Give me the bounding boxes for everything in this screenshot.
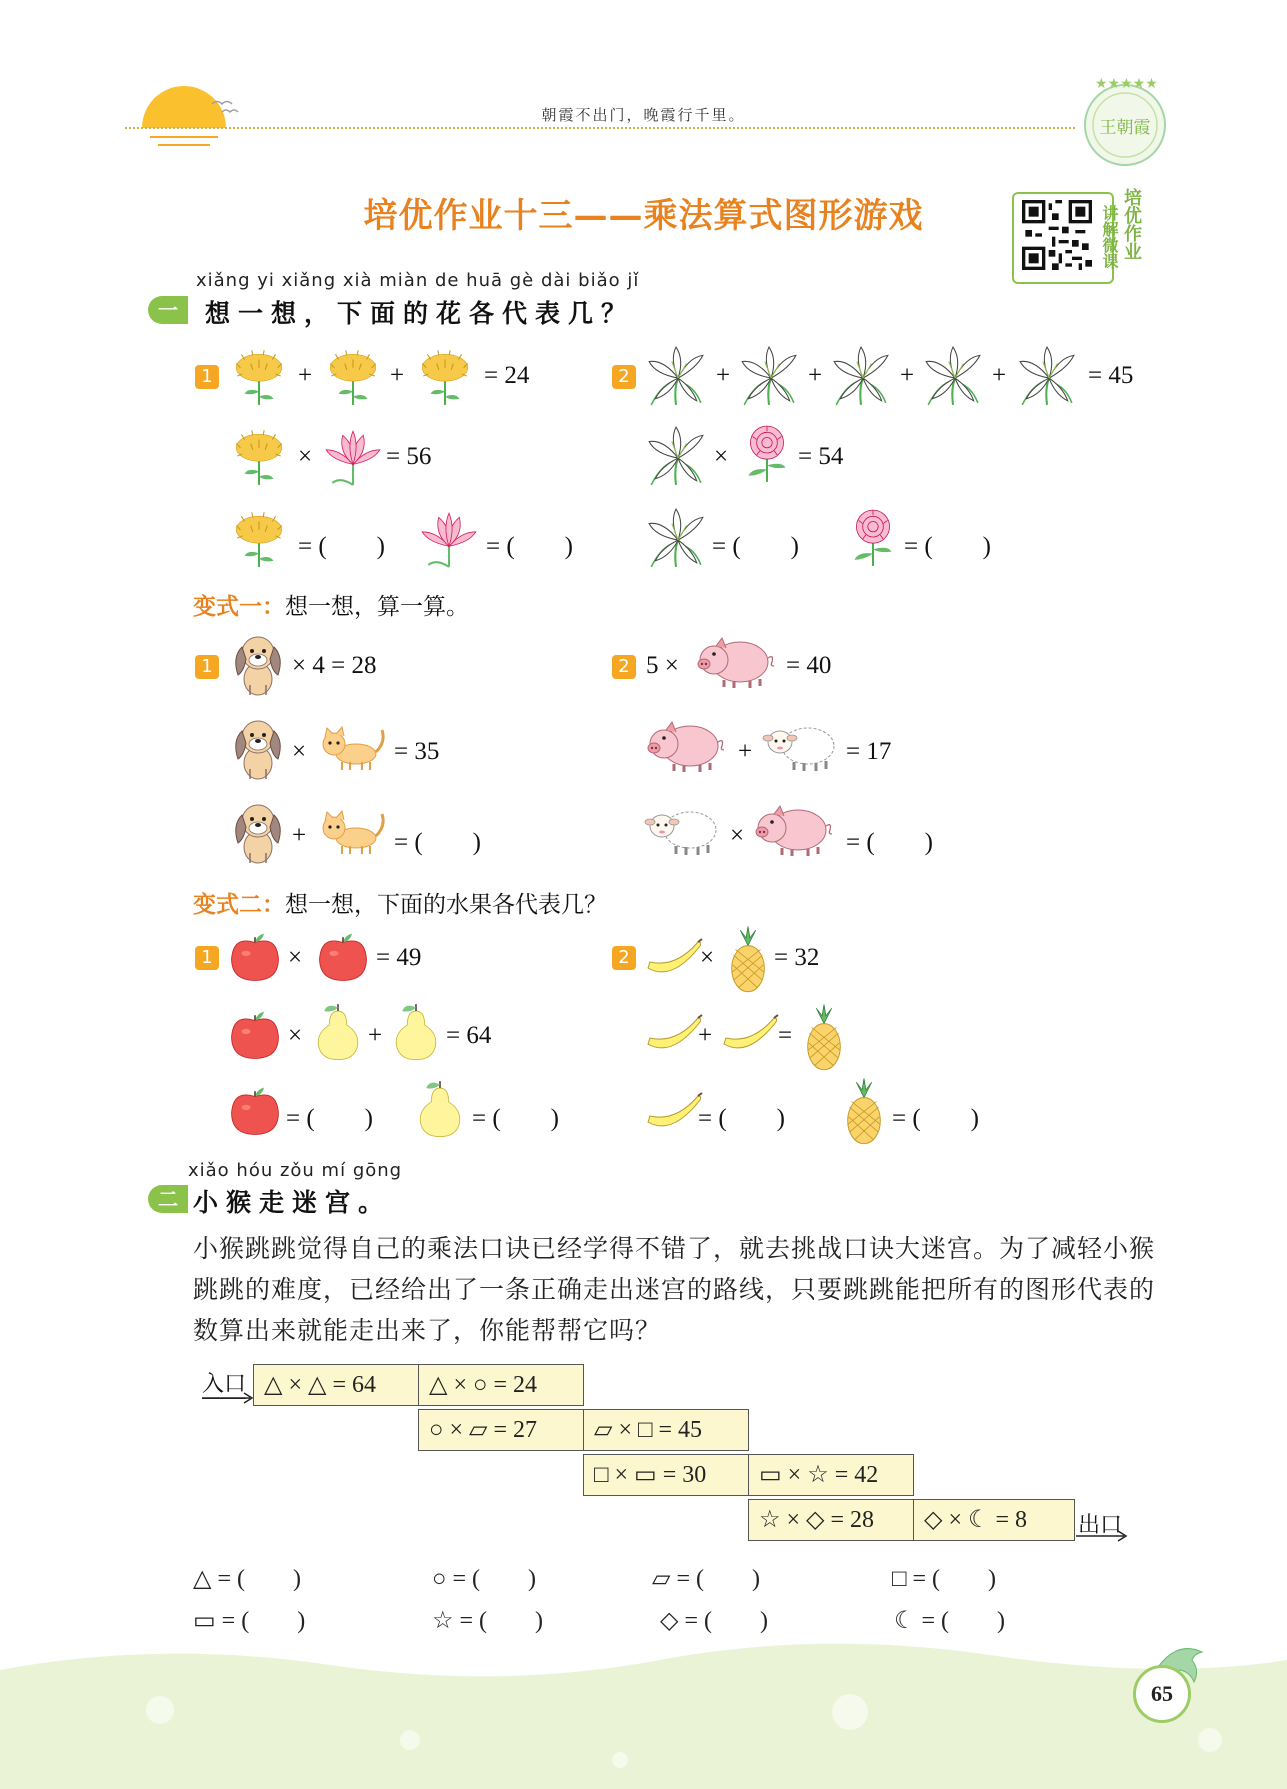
plus-sign: +	[992, 362, 1007, 389]
section1-pinyin: xiǎng yi xiǎng xià miàn de huā gè dài biǎo jǐ	[196, 270, 640, 291]
times-sign: ×	[700, 944, 715, 971]
variant1-label: 变式一：	[193, 594, 285, 620]
banana-icon	[644, 938, 704, 978]
apple-icon	[228, 930, 282, 984]
maze-cell: ○ × ▱ = 27	[418, 1409, 584, 1451]
lily-icon	[645, 507, 707, 569]
problem-number-badge: 2	[612, 365, 636, 389]
plus-sign: +	[390, 362, 405, 389]
equation-multiplier: 5 ×	[646, 652, 679, 679]
maze-cell: ◇ × ☾ = 8	[913, 1499, 1075, 1541]
times-sign: ×	[288, 1022, 303, 1049]
section2-badge: 二	[148, 1185, 188, 1213]
equation-result: = 17	[846, 738, 892, 765]
equation-result: = 35	[394, 738, 440, 765]
answer-blank[interactable]: = ( )	[472, 1105, 559, 1132]
variant1-text: 想一想，算一算。	[285, 594, 469, 620]
maze-entrance-label: 入口	[202, 1372, 247, 1397]
answer-blank[interactable]: = ( )	[486, 533, 573, 560]
answer-blank[interactable]: = ( )	[892, 1105, 979, 1132]
maze-cell: △ × △ = 64	[253, 1364, 419, 1406]
chrysanthemum-icon	[228, 425, 290, 487]
maze-exit-label: 出口	[1078, 1513, 1123, 1538]
carnation-icon	[736, 420, 798, 486]
equation-result: = 45	[1088, 362, 1134, 389]
section2-pinyin: xiǎo hóu zǒu mí gōng	[188, 1160, 403, 1181]
problem-number-badge: 2	[612, 946, 636, 970]
plus-sign: +	[298, 362, 313, 389]
pear-icon	[390, 1000, 442, 1062]
answer-rectangle[interactable]: ▭ = ( )	[193, 1608, 306, 1634]
plus-sign: +	[698, 1022, 713, 1049]
apple-icon	[228, 1008, 282, 1062]
answer-blank[interactable]: = ( )	[286, 1105, 373, 1132]
equation-result: = 56	[386, 443, 432, 470]
cat-icon	[316, 722, 386, 772]
section1-heading: 想一想，下面的花各代表几？	[205, 299, 635, 328]
lily-icon	[830, 345, 892, 407]
sheep-icon	[644, 802, 724, 857]
lotus-icon	[322, 425, 384, 487]
plus-sign: +	[900, 362, 915, 389]
page-number: 65	[1133, 1665, 1191, 1723]
times-sign: ×	[714, 443, 729, 470]
chrysanthemum-icon	[414, 345, 476, 407]
answer-moon[interactable]: ☾ = ( )	[894, 1608, 1006, 1634]
equation-result: = 49	[376, 944, 422, 971]
maze-cell: ☆ × ◇ = 28	[748, 1499, 914, 1541]
answer-blank[interactable]: = ( )	[904, 533, 991, 560]
cat-icon	[316, 806, 386, 856]
plus-sign: +	[808, 362, 823, 389]
apple-icon	[316, 930, 370, 984]
svg-text:★★★★★: ★★★★★	[1095, 76, 1158, 92]
qr-code-icon[interactable]	[1022, 200, 1092, 270]
chrysanthemum-icon	[228, 345, 290, 407]
equation-result: = 54	[798, 443, 844, 470]
equation-result: = 40	[786, 652, 832, 679]
dog-icon	[228, 796, 288, 868]
dog-icon	[228, 712, 288, 784]
equation-result: = 24	[484, 362, 530, 389]
answer-blank[interactable]: = ( )	[394, 829, 481, 856]
section1-badge: 一	[148, 296, 188, 324]
svg-text:王朝霞: 王朝霞	[1099, 118, 1151, 138]
header-divider	[125, 127, 1075, 129]
side-label-homework: 培优作业	[1121, 188, 1142, 260]
pineapple-icon	[724, 926, 772, 994]
equation-result: × 4 = 28	[292, 652, 377, 679]
equals-sign: =	[778, 1022, 793, 1049]
lily-icon	[922, 345, 984, 407]
exit-arrow-icon	[1076, 1530, 1128, 1542]
answer-blank[interactable]: = ( )	[712, 533, 799, 560]
variant2-heading	[193, 886, 607, 919]
lily-icon	[645, 425, 707, 487]
pineapple-icon	[800, 1004, 848, 1072]
pig-icon	[696, 634, 776, 689]
banana-icon	[644, 1092, 704, 1132]
section2-paragraph: 小猴跳跳觉得自己的乘法口诀已经学得不错了，就去挑战口诀大迷宫。为了减轻小猴跳跳的难度，已经给出了一条正确走出迷宫的路线，只要跳跳能把所有的图形代表的数算出来就能走出来了，你能帮帮它吗？	[193, 1234, 1156, 1345]
lily-icon	[645, 345, 707, 407]
answer-parallelogram[interactable]: ▱ = ( )	[652, 1566, 760, 1592]
answer-blank[interactable]: = ( )	[846, 829, 933, 856]
apple-icon	[228, 1084, 282, 1138]
maze-cell: ▱ × □ = 45	[583, 1409, 749, 1451]
section2-heading: 小猴走迷宫。	[193, 1188, 392, 1217]
plus-sign: +	[292, 822, 307, 849]
maze-cell: ▭ × ☆ = 42	[748, 1454, 914, 1496]
answer-circle[interactable]: ○ = ( )	[432, 1566, 537, 1592]
entrance-arrow-icon	[202, 1392, 254, 1404]
problem-number-badge: 1	[195, 655, 219, 679]
problem-number-badge: 2	[612, 655, 636, 679]
answer-triangle[interactable]: △ = ( )	[193, 1566, 301, 1592]
answer-blank[interactable]: = ( )	[698, 1105, 785, 1132]
maze-cell: □ × ▭ = 30	[583, 1454, 749, 1496]
plus-sign: +	[716, 362, 731, 389]
pear-icon	[312, 1000, 364, 1062]
pear-icon	[414, 1076, 466, 1140]
problem-number-badge: 1	[195, 365, 219, 389]
variant2-label: 变式二：	[193, 892, 285, 918]
answer-diamond[interactable]: ◇ = ( )	[660, 1608, 768, 1634]
lily-icon	[1016, 345, 1078, 407]
header-motto: 朝霞不出门，晚霞行千里。	[541, 106, 746, 124]
lily-icon	[738, 345, 800, 407]
times-sign: ×	[288, 944, 303, 971]
banana-icon	[720, 1014, 780, 1054]
page-title: 培优作业十三——乘法算式图形游戏	[363, 196, 924, 236]
banana-icon	[644, 1014, 704, 1054]
pineapple-icon	[840, 1078, 888, 1146]
side-label-video: 讲解微课	[1100, 205, 1119, 269]
chrysanthemum-icon	[322, 345, 384, 407]
maze-cell: △ × ○ = 24	[418, 1364, 584, 1406]
equation-result: = 64	[446, 1022, 492, 1049]
pig-icon	[646, 718, 726, 773]
plus-sign: +	[738, 738, 753, 765]
answer-star[interactable]: ☆ = ( )	[432, 1608, 544, 1634]
pig-icon	[754, 802, 834, 857]
times-sign: ×	[730, 822, 745, 849]
sheep-icon	[762, 718, 842, 773]
variant2-text: 想一想，下面的水果各代表几？	[285, 892, 607, 918]
answer-square[interactable]: □ = ( )	[892, 1566, 997, 1592]
answer-blank[interactable]: = ( )	[298, 533, 385, 560]
carnation-icon	[842, 504, 904, 570]
times-sign: ×	[292, 738, 307, 765]
chrysanthemum-icon	[228, 507, 290, 569]
plus-sign: +	[368, 1022, 383, 1049]
variant1-heading	[193, 588, 469, 621]
dog-icon	[228, 628, 288, 700]
equation-result: = 32	[774, 944, 820, 971]
lotus-icon	[418, 507, 480, 569]
times-sign: ×	[298, 443, 313, 470]
problem-number-badge: 1	[195, 946, 219, 970]
